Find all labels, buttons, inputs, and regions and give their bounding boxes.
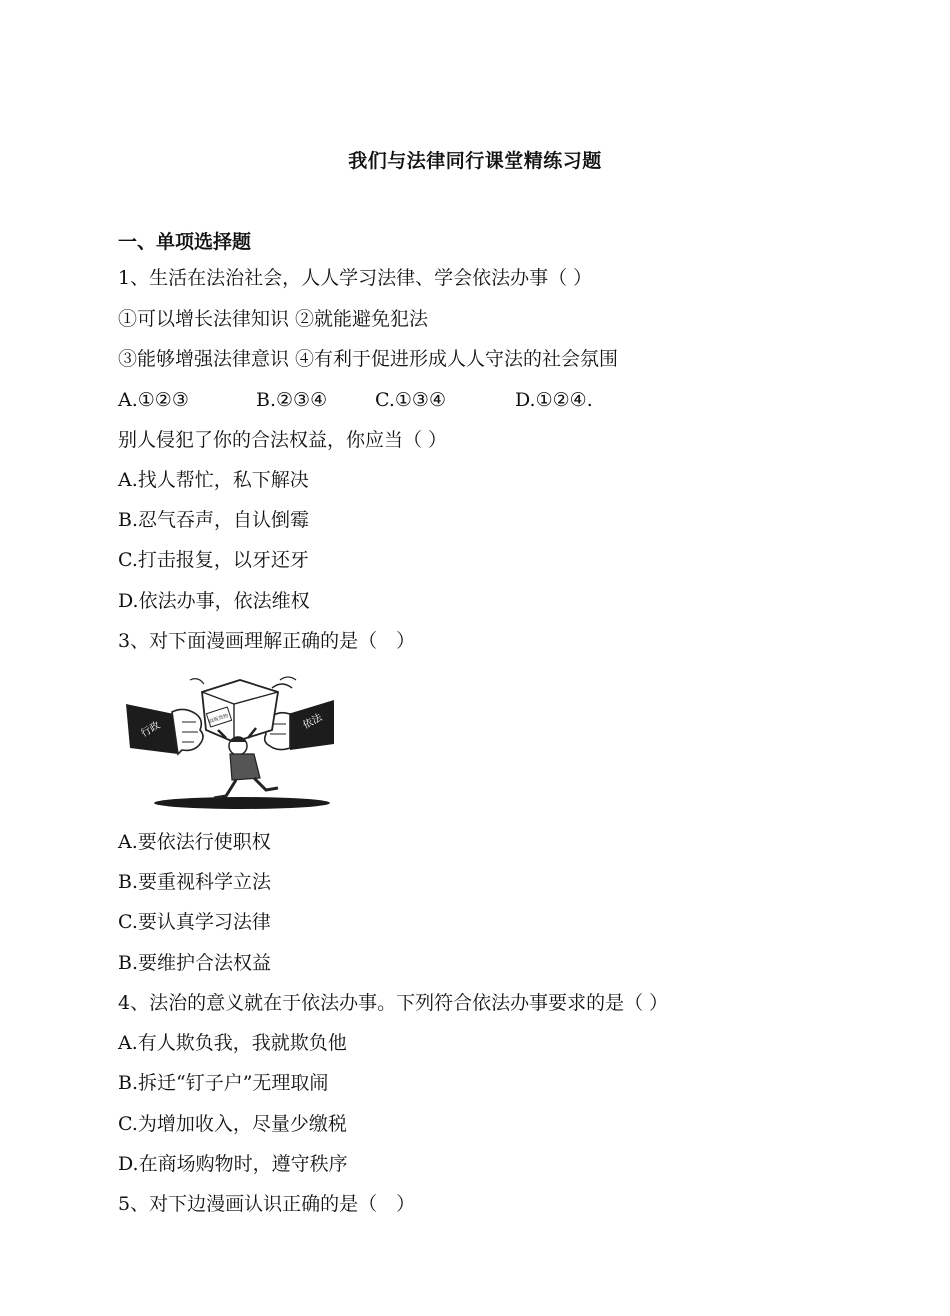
question-2-option-b: B.忍气吞声，自认倒霉 <box>118 509 310 531</box>
question-1-option-a: A.①②③ <box>118 389 189 411</box>
question-5-stem: 5、对下边漫画认识正确的是（ ） <box>118 1193 416 1215</box>
vendor-legs <box>214 778 278 798</box>
question-2-option-c: C.打击报复，以牙还牙 <box>118 549 309 571</box>
question-1-option-d: D.①②④. <box>515 389 593 411</box>
question-1-items-line2: ③能够增强法律意识 ④有利于促进形成人人守法的社会氛围 <box>118 348 619 370</box>
section-heading: 一、单项选择题 <box>118 231 252 253</box>
question-3-option-a: A.要依法行使职权 <box>118 831 271 853</box>
cartoon-illustration <box>122 670 338 812</box>
question-4-option-c: C.为增加收入，尽量少缴税 <box>118 1113 347 1135</box>
question-3-option-b: B.要重视科学立法 <box>118 871 272 893</box>
question-4-option-b: B.拆迁“钉子户”无理取闹 <box>118 1072 329 1094</box>
right-sleeve-label: 依法 <box>301 712 325 732</box>
question-4-option-a: A.有人欺负我，我就欺负他 <box>118 1032 347 1054</box>
question-1-stem: 1、生活在法治社会，人人学习法律、学会依法办事（ ） <box>118 267 593 289</box>
question-2-stem: 别人侵犯了你的合法权益，你应当（ ） <box>118 429 448 451</box>
question-1-option-c: C.①③④ <box>375 389 446 411</box>
question-1-options <box>118 387 593 413</box>
question-3-stem: 3、对下面漫画理解正确的是（ ） <box>118 630 416 652</box>
question-1-option-b: B.②③④ <box>256 389 328 411</box>
ground-shadow <box>154 797 330 809</box>
left-sleeve-label: 行政 <box>139 720 163 740</box>
box-label: 商贩货物 <box>208 713 230 725</box>
page-title: 我们与法律同行课堂精练习题 <box>348 150 602 172</box>
question-3-option-c: C.要认真学习法律 <box>118 911 271 933</box>
question-2-option-d: D.依法办事，依法维权 <box>118 590 310 612</box>
question-1-items-line1: ①可以增长法律知识 ②就能避免犯法 <box>118 308 429 330</box>
question-4-stem: 4、法治的意义就在于依法办事。下列符合依法办事要求的是（ ） <box>118 992 669 1014</box>
question-2-option-a: A.找人帮忙，私下解决 <box>118 469 309 491</box>
question-4-option-d: D.在商场购物时，遵守秩序 <box>118 1153 348 1175</box>
question-3-option-d: B.要维护合法权益 <box>118 952 272 974</box>
vendor-body <box>230 754 260 780</box>
